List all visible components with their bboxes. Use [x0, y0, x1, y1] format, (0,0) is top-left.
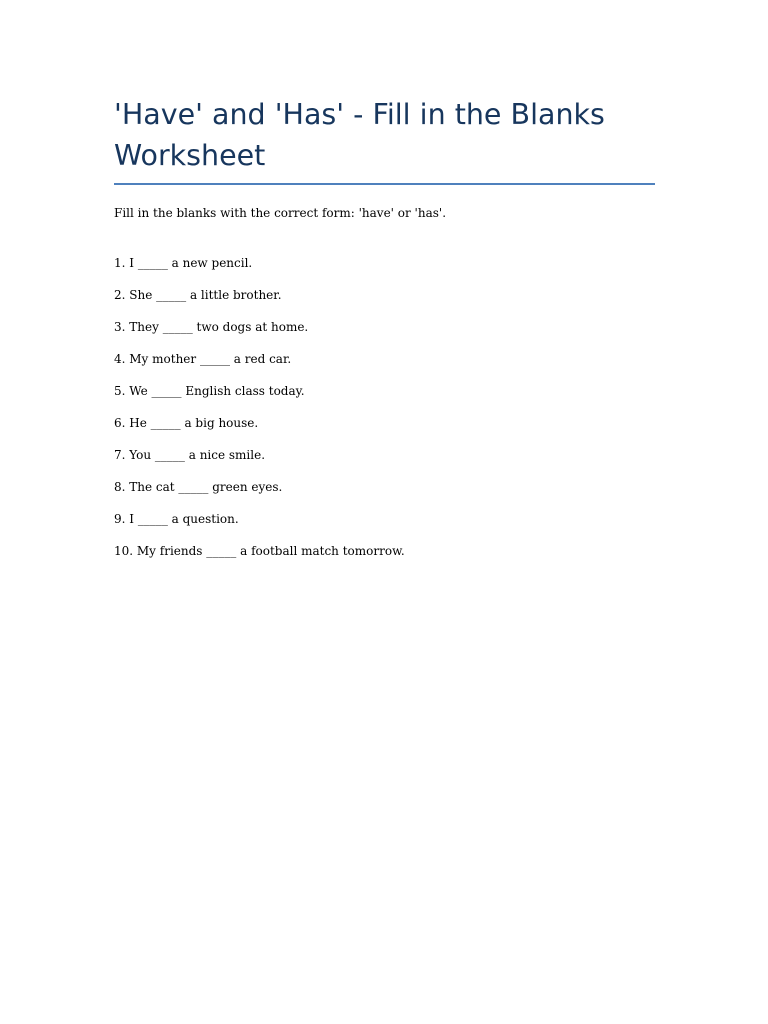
question-item-5: 5. We _____ English class today. [114, 384, 305, 398]
question-item-8: 8. The cat _____ green eyes. [114, 480, 283, 494]
instructions-text: Fill in the blanks with the correct form: 'have' or 'has'. [114, 206, 447, 220]
question-item-3: 3. They _____ two dogs at home. [114, 320, 309, 334]
question-item-6: 6. He _____ a big house. [114, 416, 259, 430]
question-list [114, 255, 655, 559]
question-item-4: 4. My mother _____ a red car. [114, 352, 292, 366]
question-item-1: 1. I _____ a new pencil. [114, 256, 253, 270]
question-item-10: 10. My friends _____ a football match tomorrow. [114, 544, 405, 558]
page-title: 'Have' and 'Has' - Fill in the Blanks Worksheet [114, 94, 655, 185]
question-item-9: 9. I _____ a question. [114, 512, 239, 526]
question-item-2: 2. She _____ a little brother. [114, 288, 282, 302]
question-item-7: 7. You _____ a nice smile. [114, 448, 266, 462]
worksheet-page [114, 94, 655, 575]
